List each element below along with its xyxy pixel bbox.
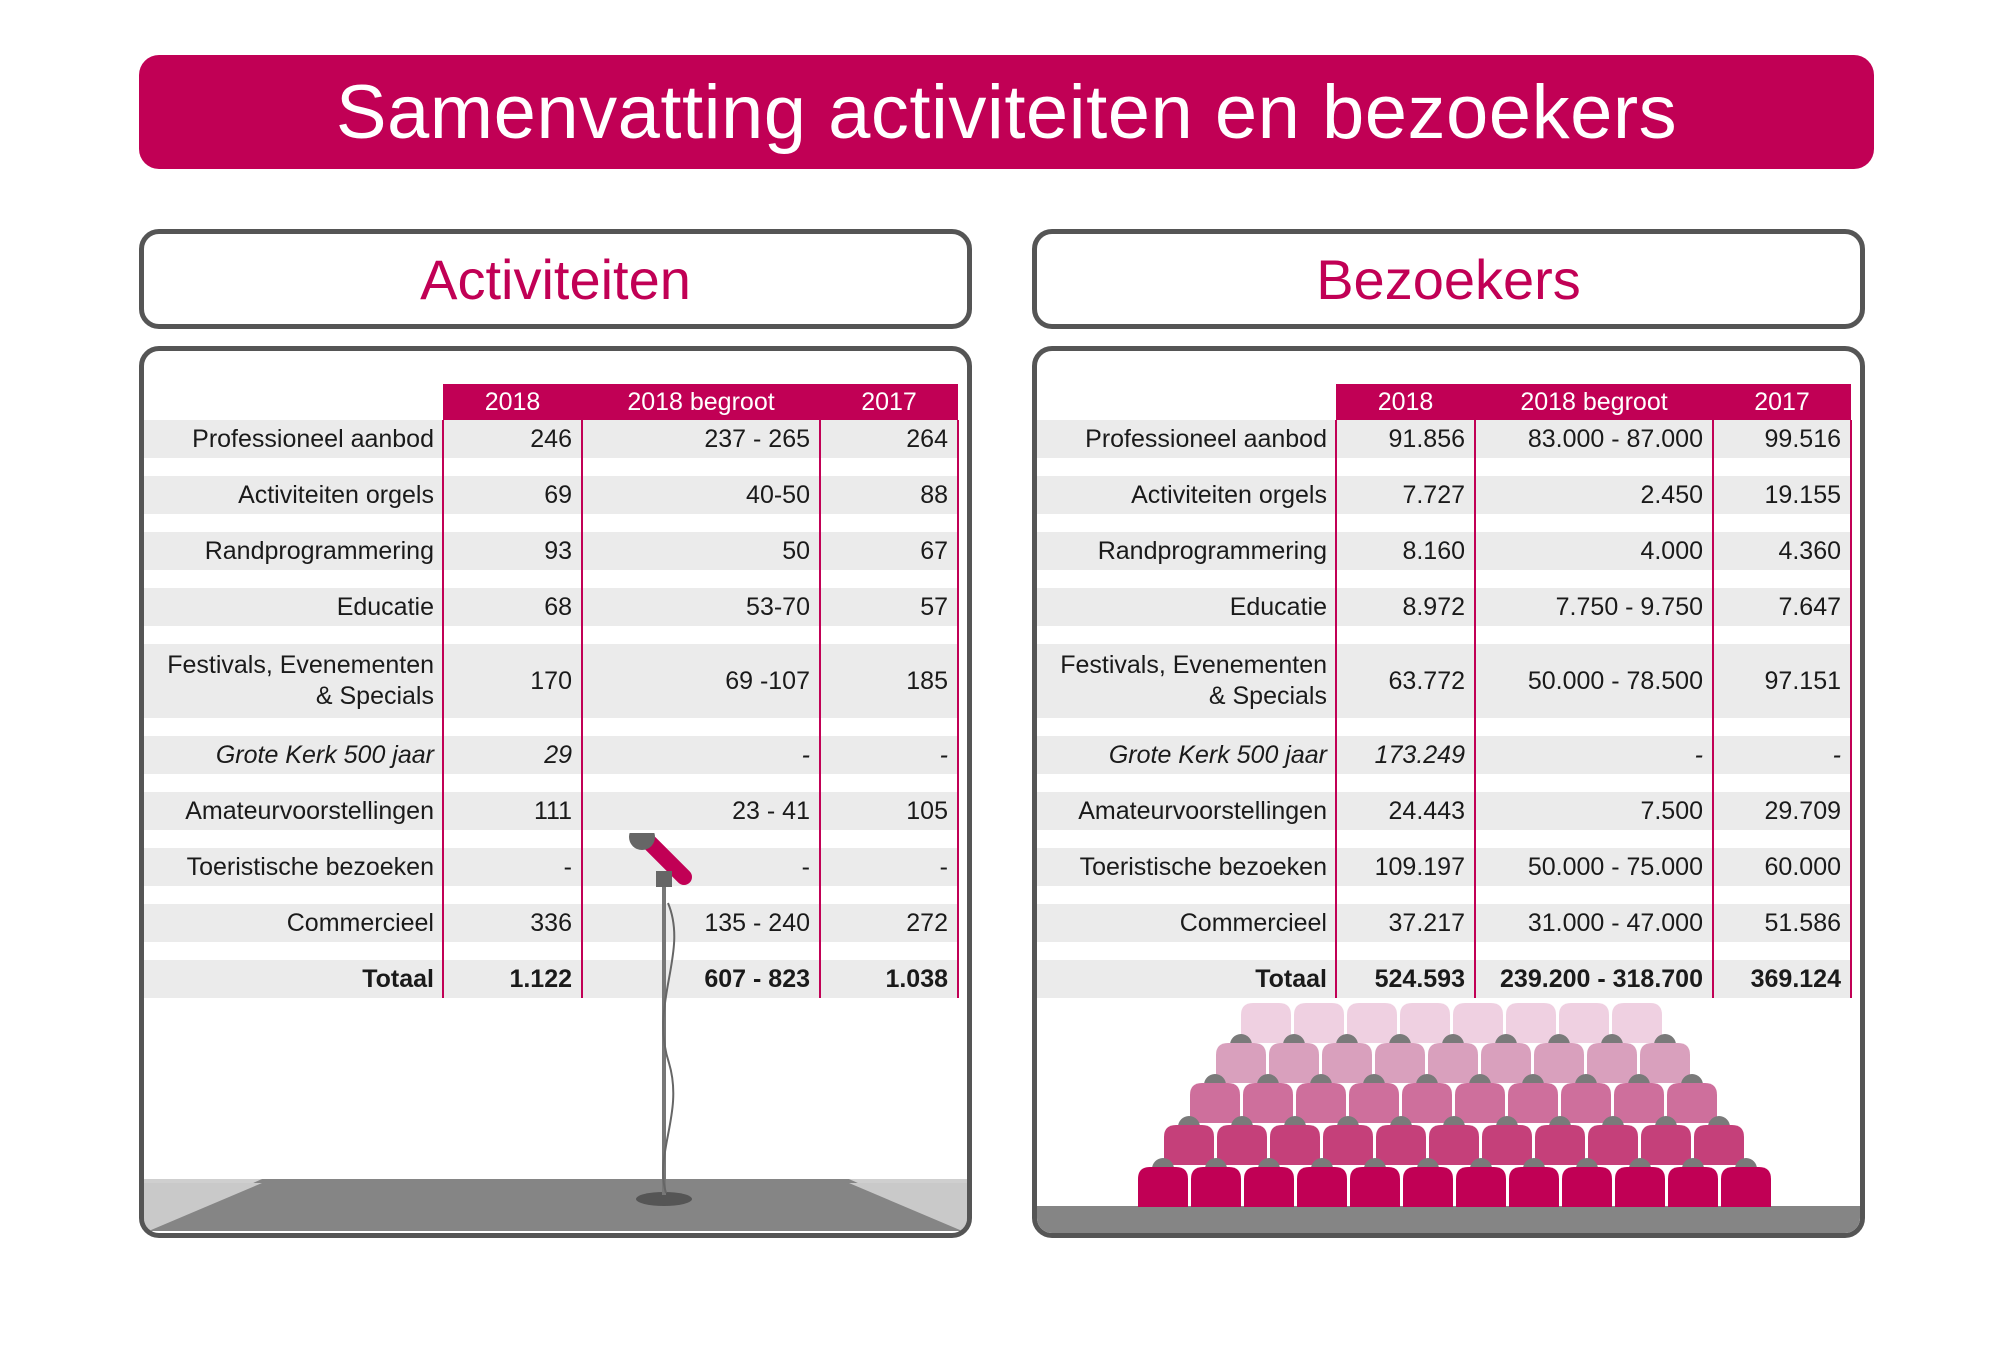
column-header: 2018 — [1336, 384, 1475, 420]
cell-value: 88 — [820, 476, 958, 514]
table-row — [1037, 848, 1851, 886]
table-row — [1037, 960, 1851, 998]
cell-value: 60.000 — [1713, 848, 1851, 886]
seat — [1350, 1167, 1400, 1207]
column-header: 2018 begroot — [582, 384, 820, 420]
table-row — [1037, 532, 1851, 570]
cell-value: 105 — [820, 792, 958, 830]
cell-value: 83.000 - 87.000 — [1475, 420, 1713, 458]
row-spacer — [1037, 830, 1851, 848]
cell-value: 67 — [820, 532, 958, 570]
cell-value: - — [443, 848, 582, 886]
seat — [1455, 1083, 1505, 1123]
cell-value: 173.249 — [1336, 736, 1475, 774]
row-label: Educatie — [144, 588, 443, 626]
row-label: Festivals, Evenementen & Specials — [1037, 644, 1336, 718]
column-header: 2017 — [820, 384, 958, 420]
seat — [1403, 1167, 1453, 1207]
cell-value: 37.217 — [1336, 904, 1475, 942]
seat — [1270, 1125, 1320, 1165]
cell-value: 237 - 265 — [582, 420, 820, 458]
table-row — [1037, 476, 1851, 514]
row-label: Educatie — [1037, 588, 1336, 626]
table-row — [1037, 792, 1851, 830]
cell-value: 50 — [582, 532, 820, 570]
seat — [1667, 1083, 1717, 1123]
activiteiten-panel — [139, 346, 972, 1238]
column-header: 2018 begroot — [1475, 384, 1713, 420]
cell-value: 135 - 240 — [582, 904, 820, 942]
cell-value: 29 — [443, 736, 582, 774]
cell-value: 99.516 — [1713, 420, 1851, 458]
row-spacer — [144, 626, 958, 644]
cell-value: 264 — [820, 420, 958, 458]
row-spacer — [144, 774, 958, 792]
seat — [1641, 1125, 1691, 1165]
seat — [1615, 1167, 1665, 1207]
cell-value: 53-70 — [582, 588, 820, 626]
cell-value: - — [820, 736, 958, 774]
seat — [1428, 1043, 1478, 1083]
seat — [1509, 1167, 1559, 1207]
bezoekers-panel — [1032, 346, 1865, 1238]
table-row — [144, 588, 958, 626]
seat — [1614, 1083, 1664, 1123]
activiteiten-heading: Activiteiten — [139, 229, 972, 329]
table-row — [144, 644, 958, 718]
cell-value: 7.750 - 9.750 — [1475, 588, 1713, 626]
seat — [1217, 1125, 1267, 1165]
row-label: Commercieel — [144, 904, 443, 942]
row-label: Professioneel aanbod — [144, 420, 443, 458]
row-spacer — [144, 458, 958, 476]
table-row — [144, 476, 958, 514]
cell-value: 63.772 — [1336, 644, 1475, 718]
seat — [1376, 1125, 1426, 1165]
row-label: Grote Kerk 500 jaar — [144, 736, 443, 774]
row-spacer — [144, 718, 958, 736]
seat — [1297, 1167, 1347, 1207]
seat — [1588, 1125, 1638, 1165]
column-header: 2018 — [443, 384, 582, 420]
cell-value: 111 — [443, 792, 582, 830]
cell-value: 93 — [443, 532, 582, 570]
row-label: Professioneel aanbod — [1037, 420, 1336, 458]
row-label: Grote Kerk 500 jaar — [1037, 736, 1336, 774]
cell-value: 336 — [443, 904, 582, 942]
cell-value: 369.124 — [1713, 960, 1851, 998]
seat — [1482, 1125, 1532, 1165]
seat — [1191, 1167, 1241, 1207]
seat — [1243, 1083, 1293, 1123]
bezoekers-table — [1037, 384, 1852, 998]
table-header-row — [144, 384, 958, 420]
cell-value: - — [1713, 736, 1851, 774]
seat — [1375, 1043, 1425, 1083]
seat — [1349, 1083, 1399, 1123]
seat — [1668, 1167, 1718, 1207]
table-row — [144, 532, 958, 570]
seat — [1323, 1125, 1373, 1165]
row-spacer — [144, 514, 958, 532]
cell-value: 607 - 823 — [582, 960, 820, 998]
column-header: 2017 — [1713, 384, 1851, 420]
bezoekers-heading: Bezoekers — [1032, 229, 1865, 329]
cell-value: 57 — [820, 588, 958, 626]
cell-value: - — [820, 848, 958, 886]
cell-value: - — [1475, 736, 1713, 774]
cell-value: 7.727 — [1336, 476, 1475, 514]
cell-value: 8.972 — [1336, 588, 1475, 626]
cell-value: 1.122 — [443, 960, 582, 998]
cell-value: 68 — [443, 588, 582, 626]
table-row — [1037, 420, 1851, 458]
seat — [1587, 1043, 1637, 1083]
row-label: Commercieel — [1037, 904, 1336, 942]
cell-value: 4.000 — [1475, 532, 1713, 570]
row-label: Toeristische bezoeken — [1037, 848, 1336, 886]
seat — [1322, 1043, 1372, 1083]
header-blank — [1037, 384, 1336, 420]
row-spacer — [1037, 570, 1851, 588]
cell-value: 51.586 — [1713, 904, 1851, 942]
table-row — [144, 736, 958, 774]
seat — [1694, 1125, 1744, 1165]
seat — [1216, 1043, 1266, 1083]
microphone-on-stage-icon — [144, 833, 967, 1233]
row-spacer — [1037, 774, 1851, 792]
cell-value: 524.593 — [1336, 960, 1475, 998]
seat — [1296, 1083, 1346, 1123]
seat — [1138, 1167, 1188, 1207]
row-label: Amateurvoorstellingen — [144, 792, 443, 830]
table-row — [1037, 736, 1851, 774]
row-label: Activiteiten orgels — [144, 476, 443, 514]
cell-value: - — [582, 736, 820, 774]
row-label: Randprogrammering — [1037, 532, 1336, 570]
seat — [1456, 1167, 1506, 1207]
cell-value: 272 — [820, 904, 958, 942]
cell-value: 23 - 41 — [582, 792, 820, 830]
seat — [1534, 1043, 1584, 1083]
table-row — [1037, 644, 1851, 718]
table-row — [144, 792, 958, 830]
seat — [1269, 1043, 1319, 1083]
cell-value: 50.000 - 75.000 — [1475, 848, 1713, 886]
header-blank — [144, 384, 443, 420]
cell-value: 91.856 — [1336, 420, 1475, 458]
row-label: Totaal — [144, 960, 443, 998]
table-header-row — [1037, 384, 1851, 420]
cell-value: 246 — [443, 420, 582, 458]
table-row — [1037, 904, 1851, 942]
row-label: Amateurvoorstellingen — [1037, 792, 1336, 830]
seat — [1721, 1167, 1771, 1207]
seat — [1481, 1043, 1531, 1083]
cell-value: 1.038 — [820, 960, 958, 998]
row-label: Toeristische bezoeken — [144, 848, 443, 886]
row-label: Festivals, Evenementen & Specials — [144, 644, 443, 718]
seat — [1535, 1125, 1585, 1165]
seat — [1562, 1167, 1612, 1207]
cell-value: 40-50 — [582, 476, 820, 514]
table-row — [144, 420, 958, 458]
cell-value: 97.151 — [1713, 644, 1851, 718]
cell-value: 8.160 — [1336, 532, 1475, 570]
row-label: Activiteiten orgels — [1037, 476, 1336, 514]
audience-seats-icon — [1037, 1003, 1860, 1233]
seat — [1429, 1125, 1479, 1165]
cell-value: 31.000 - 47.000 — [1475, 904, 1713, 942]
seat — [1508, 1083, 1558, 1123]
seat — [1190, 1083, 1240, 1123]
cell-value: 170 — [443, 644, 582, 718]
row-spacer — [1037, 626, 1851, 644]
row-spacer — [1037, 718, 1851, 736]
row-spacer — [144, 570, 958, 588]
cell-value: 2.450 — [1475, 476, 1713, 514]
seat — [1244, 1167, 1294, 1207]
cell-value: 185 — [820, 644, 958, 718]
cell-value: 239.200 - 318.700 — [1475, 960, 1713, 998]
cell-value: 69 -107 — [582, 644, 820, 718]
floor — [1037, 1206, 1860, 1233]
table-row — [1037, 588, 1851, 626]
seat — [1164, 1125, 1214, 1165]
cell-value: - — [582, 848, 820, 886]
row-spacer — [1037, 942, 1851, 960]
cell-value: 50.000 - 78.500 — [1475, 644, 1713, 718]
seat — [1640, 1043, 1690, 1083]
seat — [1402, 1083, 1452, 1123]
cell-value: 4.360 — [1713, 532, 1851, 570]
cell-value: 7.500 — [1475, 792, 1713, 830]
row-spacer — [1037, 514, 1851, 532]
cell-value: 109.197 — [1336, 848, 1475, 886]
row-spacer — [1037, 886, 1851, 904]
cell-value: 7.647 — [1713, 588, 1851, 626]
row-spacer — [1037, 458, 1851, 476]
row-label: Randprogrammering — [144, 532, 443, 570]
row-label: Totaal — [1037, 960, 1336, 998]
cell-value: 69 — [443, 476, 582, 514]
cell-value: 24.443 — [1336, 792, 1475, 830]
page-title: Samenvatting activiteiten en bezoekers — [139, 55, 1874, 169]
cell-value: 19.155 — [1713, 476, 1851, 514]
cell-value: 29.709 — [1713, 792, 1851, 830]
seat — [1561, 1083, 1611, 1123]
